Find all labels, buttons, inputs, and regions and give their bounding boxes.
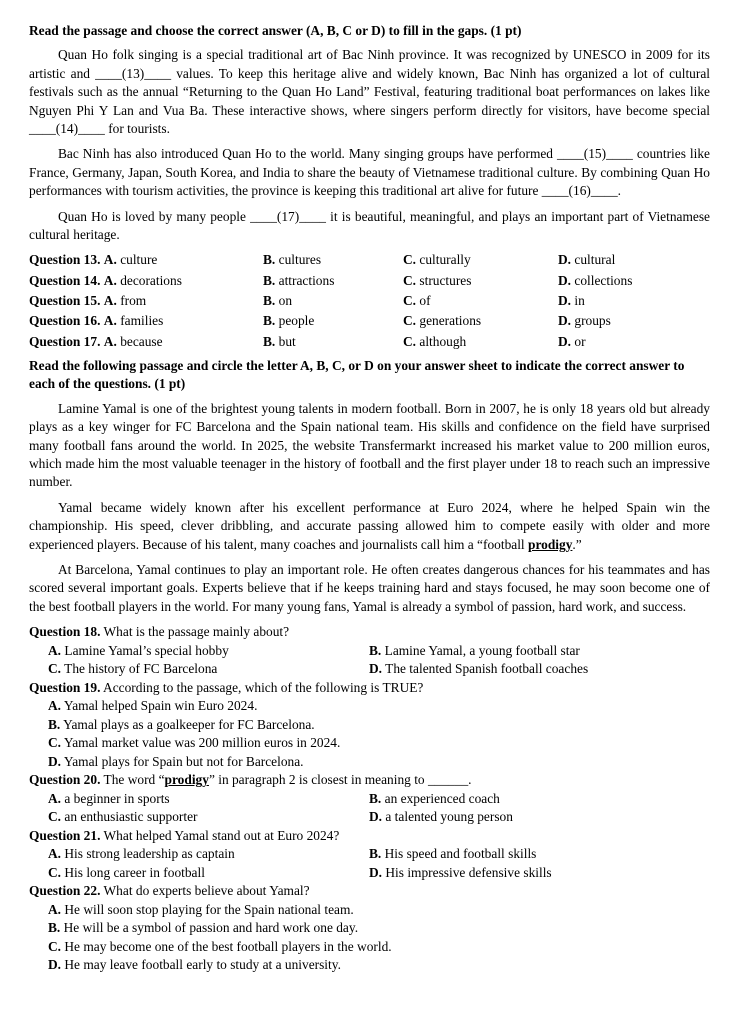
gapfill-question-row [29, 312, 710, 330]
gapfill-question-row [29, 333, 710, 351]
q18-option-c[interactable]: C. The history of FC Barcelona [48, 661, 218, 677]
gapfill-option-c[interactable]: C. of [403, 293, 431, 309]
gapfill-option-b[interactable]: B. cultures [263, 252, 322, 268]
question-21-options [48, 845, 710, 882]
passage1-paragraph-2: Bac Ninh has also introduced Quan Ho to the world. Many singing groups have performed ____(15)____ countries like France, Germany, Japan, South Korea, and India to share the beauty of Vietnamese traditional culture. By combining Quan Ho performances with tourism activities, the province is keeping this traditional art alive for future ____(16)____. [29, 146, 710, 199]
passage1-paragraph-3: Quan Ho is loved by many people ____(17)____ it is beautiful, meaningful, and plays an important part of Vietnamese cultural heritage. [29, 208, 710, 243]
gapfill-question-row [29, 251, 710, 269]
gapfill-option-b[interactable]: B. people [263, 313, 315, 329]
q21-option-b[interactable]: B. His speed and football skills [369, 846, 537, 862]
gapfill-option-a[interactable]: Question 15. A. from [29, 293, 147, 309]
gapfill-option-c[interactable]: C. although [403, 333, 467, 349]
q18-option-b[interactable]: B. Lamine Yamal, a young football star [369, 642, 580, 658]
gapfill-question-row [29, 272, 710, 290]
question-19: Question 19. According to the passage, which of the following is TRUE? [29, 679, 424, 695]
q19-option-d[interactable]: D. Yamal plays for Spain but not for Barcelona. [48, 753, 304, 769]
passage2-paragraph-2: Yamal became widely known after his excellent performance at Euro 2024, where he helped Spain win the championship. His speed, clever dribbling, and accurate passing allowed him to compete easily with older and more experienced players. Because of his talent, many coaches and journalists call him a “football prodigy.” [29, 499, 710, 552]
q21-option-a[interactable]: A. His strong leadership as captain [48, 846, 235, 862]
section2-heading: Read the following passage and circle the letter A, B, C, or D on your answer sheet to indicate the correct answer to each of the questions. (1 pt) [29, 357, 685, 392]
gapfill-option-c[interactable]: C. culturally [403, 252, 471, 268]
gapfill-option-d[interactable]: D. groups [558, 313, 611, 329]
question-18: Question 18. What is the passage mainly about? [29, 624, 290, 640]
gapfill-option-a[interactable]: Question 14. A. decorations [29, 272, 182, 288]
q19-option-c[interactable]: C. Yamal market value was 200 million euros in 2024. [48, 735, 341, 751]
q22-option-d[interactable]: D. He may leave football early to study at a university. [48, 957, 341, 973]
gapfill-option-d[interactable]: D. or [558, 333, 586, 349]
gapfill-option-a[interactable]: Question 17. A. because [29, 333, 163, 349]
prodigy-word-q20: prodigy [164, 772, 209, 788]
question-21: Question 21. What helped Yamal stand out at Euro 2024? [29, 827, 340, 843]
gapfill-option-c[interactable]: C. structures [403, 272, 472, 288]
section1-heading: Read the passage and choose the correct answer (A, B, C or D) to fill in the gaps. (1 pt) [29, 23, 522, 38]
gapfill-option-b[interactable]: B. but [263, 333, 296, 349]
q22-option-a[interactable]: A. He will soon stop playing for the Spain national team. [48, 901, 354, 917]
q20-option-c[interactable]: C. an enthusiastic supporter [48, 809, 198, 825]
gapfill-option-a[interactable]: Question 13. A. culture [29, 252, 158, 268]
gapfill-option-a[interactable]: Question 16. A. families [29, 313, 164, 329]
question-20-options [48, 790, 710, 827]
q18-option-a[interactable]: A. Lamine Yamal’s special hobby [48, 642, 229, 658]
gapfill-options [29, 251, 710, 350]
passage1-paragraph-1: Quan Ho folk singing is a special traditional art of Bac Ninh province. It was recognized by UNESCO in 2009 for its artistic and ____(13)____ values. To keep this heritage alive and widely known, Bac Ninh has organized a lot of cultural festivals such as the annual “Returning to the Quan Ho Land” Festival, featuring traditional boat performances on lakes like Nguyen Phi Y Lan and Vua Ba. These interactive shows, where singers perform directly for visitors, have become special ____(14)____ for tourists. [29, 47, 710, 137]
q19-option-a[interactable]: A. Yamal helped Spain win Euro 2024. [48, 698, 258, 714]
q18-option-d[interactable]: D. The talented Spanish football coaches [369, 661, 589, 677]
prodigy-word: prodigy [528, 536, 573, 552]
q21-option-d[interactable]: D. His impressive defensive skills [369, 864, 552, 880]
q20-option-b[interactable]: B. an experienced coach [369, 790, 500, 806]
q20-option-a[interactable]: A. a beginner in sports [48, 790, 170, 806]
question-18-options [48, 642, 710, 679]
q22-option-b[interactable]: B. He will be a symbol of passion and hard work one day. [48, 920, 359, 936]
gapfill-option-d[interactable]: D. cultural [558, 252, 616, 268]
gapfill-option-d[interactable]: D. collections [558, 272, 633, 288]
q19-option-b[interactable]: B. Yamal plays as a goalkeeper for FC Barcelona. [48, 716, 315, 732]
gapfill-option-b[interactable]: B. attractions [263, 272, 335, 288]
question-22: Question 22. What do experts believe about Yamal? [29, 883, 310, 899]
question-20: Question 20. The word “prodigy” in paragraph 2 is closest in meaning to ______. [29, 772, 472, 788]
gapfill-option-c[interactable]: C. generations [403, 313, 482, 329]
gapfill-question-row [29, 292, 710, 310]
gapfill-option-b[interactable]: B. on [263, 293, 293, 309]
q21-option-c[interactable]: C. His long career in football [48, 864, 205, 880]
q20-option-d[interactable]: D. a talented young person [369, 809, 513, 825]
gapfill-option-d[interactable]: D. in [558, 293, 585, 309]
passage2-paragraph-3: At Barcelona, Yamal continues to play an important role. He often creates dangerous chances for his teammates and has scored several important goals. Experts believe that if he keeps training hard and stays focused, he may soon become one of the best football players in the world. For many young fans, Yamal is already a symbol of passion, hard work, and success. [29, 562, 710, 614]
passage2-paragraph-1: Lamine Yamal is one of the brightest young talents in modern football. Born in 2007, he is only 18 years old but already plays as a key winger for FC Barcelona and the Spain national team. His skills and confidence on the field have surprised many football fans around the world. In 2025, the website Transfermarkt increased his market value to 200 million euros, which made him the most valuable teenager in the history of football and the first player under 18 to reach such an impressive number. [29, 400, 710, 490]
q22-option-c[interactable]: C. He may become one of the best football players in the world. [48, 938, 392, 954]
